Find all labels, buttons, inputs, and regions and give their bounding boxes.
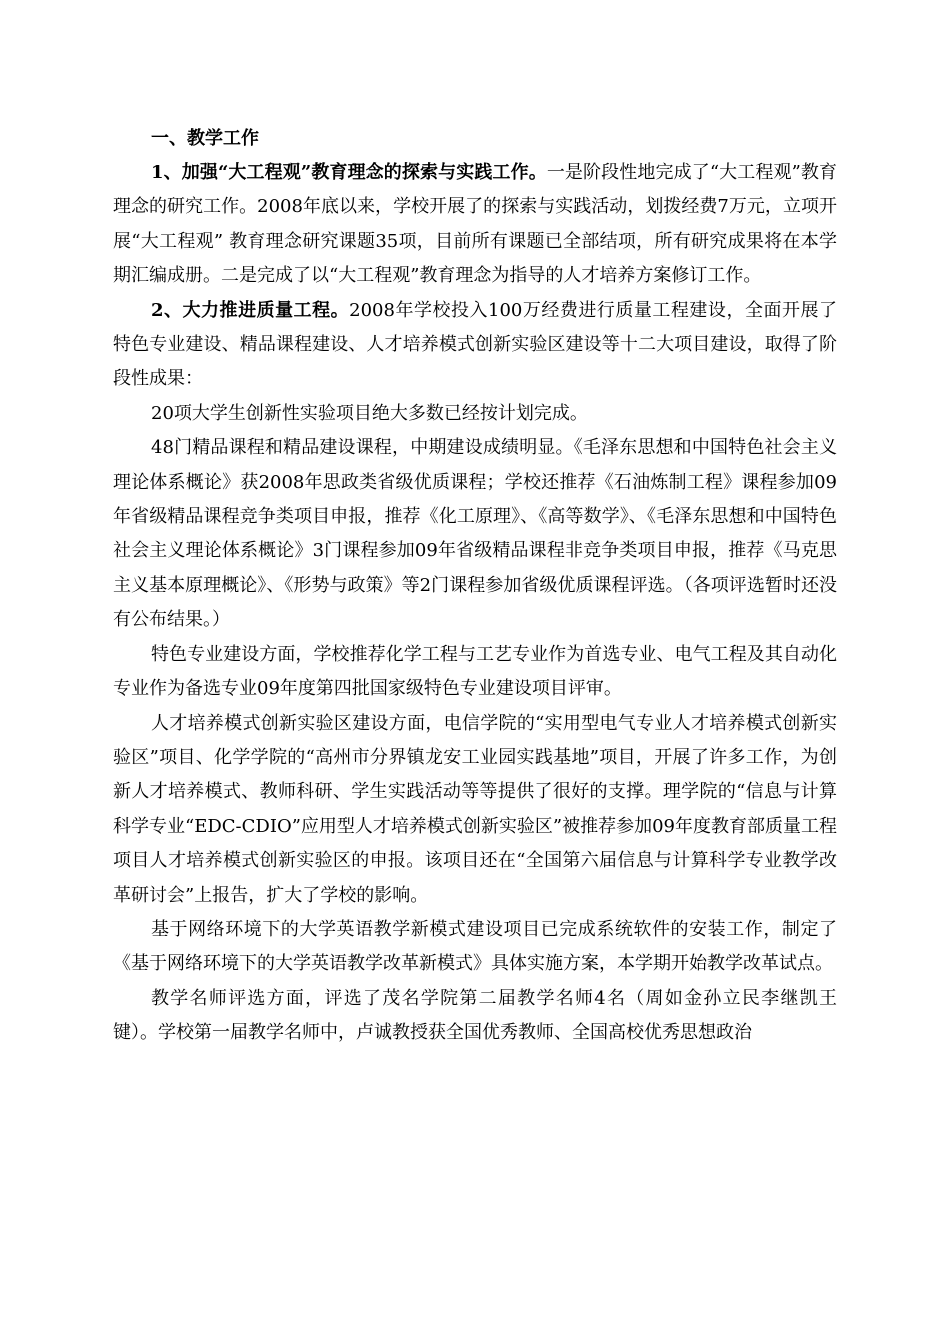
paragraph-lead: 2、大力推进质量工程。 (151, 299, 350, 321)
section-title: 一、教学工作 (151, 128, 259, 149)
paragraph-innovation-projects (113, 397, 837, 431)
paragraph-quality-project (113, 294, 837, 397)
paragraph-text: 一是阶段性地完成了“大工程观”教育理念的研究工作。2008年底以来，学校开展了的探索与实践活动，划拨经费7万元，立项开展“大工程观” 教育理念研究课题35项，目前所有课题已全部结项，所有研究成果将在本学期汇编成册。二是完成了以“大工程观”教育理念为指导的人才培养方案修订工作。 (113, 162, 838, 287)
paragraph-english-teaching (113, 913, 837, 982)
paragraph-quality-courses (113, 431, 837, 637)
paragraph-text: 教学名师评选方面，评选了茂名学院第二届教学名师4名（周如金孙立民李继凯王键）。学校第一届教学名师中，卢诚教授获全国优秀教师、全国高校优秀思想政治 (113, 987, 837, 1044)
document-body (113, 122, 837, 1051)
paragraph-engineering-concept (113, 156, 837, 294)
paragraph-text: 基于网络环境下的大学英语教学新模式建设项目已完成系统软件的安装工作，制定了《基于网络环境下的大学英语教学改革新模式》具体实施方案，本学期开始教学改革试点。 (113, 918, 837, 975)
paragraph-text: 人才培养模式创新实验区建设方面，电信学院的“实用型电气专业人才培养模式创新实验区”项目、化学学院的“高州市分界镇龙安工业园实践基地”项目，开展了许多工作，为创新人才培养模式、教师科研、学生实践活动等等提供了很好的支撑。理学院的“信息与计算科学专业“EDC-CDIO”应用型人才培养模式创新实验区”被推荐参加09年度教育部质量工程项目人才培养模式创新实验区的申报。该项目还在“全国第六届信息与计算科学专业教学改革研讨会”上报告，扩大了学校的影响。 (113, 712, 838, 906)
paragraph-lead: 1、加强“大工程观”教育理念的探索与实践工作。 (151, 162, 547, 183)
paragraph-text: 2008年学校投入100万经费进行质量工程建设，全面开展了特色专业建设、精品课程建设、人才培养模式创新实验区建设等十二大项目建设，取得了阶段性成果： (113, 299, 837, 390)
paragraph-text: 特色专业建设方面，学校推荐化学工程与工艺专业作为首选专业、电气工程及其自动化专业作为备选专业09年度第四批国家级特色专业建设项目评审。 (113, 643, 837, 700)
paragraph-text: 20项大学生创新性实验项目绝大多数已经按计划完成。 (151, 402, 588, 424)
paragraph-experimental-zones (113, 707, 837, 913)
paragraph-featured-majors (113, 638, 837, 707)
paragraph-text: 48门精品课程和精品建设课程，中期建设成绩明显。《毛泽东思想和中国特色社会主义理论体系概论》获2008年思政类省级优质课程；学校还推荐《石油炼制工程》课程参加09年省级精品课程竞争类项目申报，推荐《化工原理》、《高等数学》、《毛泽东思想和中国特色社会主义理论体系概论》3门课程参加09年省级精品课程非竞争类项目申报，推荐《马克思主义基本原理概论》、《形势与政策》等2门课程参加省级优质课程评选。（各项评选暂时还没有公布结果。） (113, 437, 837, 631)
paragraph-teaching-masters (113, 982, 837, 1051)
